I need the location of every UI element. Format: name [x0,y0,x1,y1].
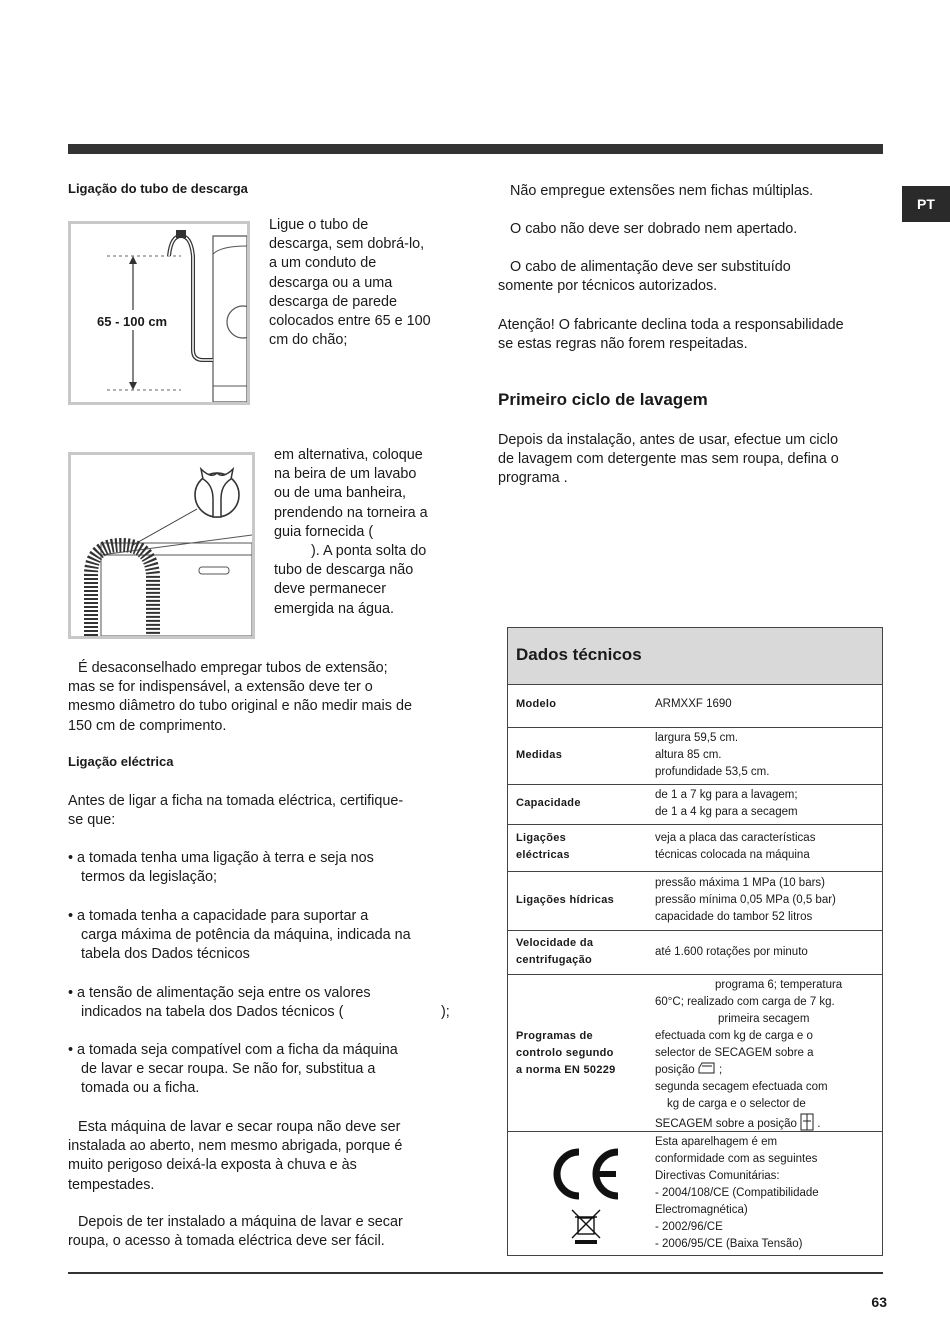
table-row [508,1132,882,1256]
row-value: ARMXXF 1690 [655,698,732,710]
language-tab: PT [902,186,950,222]
text-line: ). A ponta solta do [311,543,427,560]
footer-rule [68,1272,883,1274]
text-line: prendendo na torneira a [274,504,428,521]
value-line: profundidade 53,5 cm. [655,766,770,778]
text-line: Ligue o tubo de [269,217,369,233]
label-line: controlo segundo [516,1047,614,1059]
bullet-2 [68,907,458,965]
ce-weee-marks [546,1144,626,1244]
text-line: É desaconselhado empregar tubos de extensão; [78,660,388,676]
row-label: Medidas [516,749,563,761]
first-cycle-heading: Primeiro ciclo de lavagem [498,390,708,409]
weee-bin-icon [572,1210,600,1244]
row-label [516,1028,616,1079]
bullet-4 [68,1041,458,1099]
bullet-1 [68,849,458,887]
row-label: Capacidade [516,797,581,809]
header-rule [68,144,883,154]
text-line: descarga ou a uma [269,274,393,291]
row-label: Ligações hídricas [516,894,615,906]
drain-height-illustration [71,224,247,402]
text-line: carga máxima de potência da máquina, indicada na [81,927,411,944]
table-row [508,728,882,785]
value-fragment: posição [655,1064,695,1076]
text-line: de lavar e secar roupa. Se não for, substitua a [81,1061,376,1078]
table-row [508,931,882,975]
text-line: de lavagem com detergente mas sem roupa, defina o [498,451,839,468]
fig2-text [274,446,464,619]
warning-2 [498,220,888,239]
text-line: na beira de um lavabo [274,466,417,483]
electric-intro [68,792,458,830]
value-line: efectuada com kg de carga e o [655,1030,813,1042]
text-line: somente por técnicos autorizados. [498,278,718,295]
text-line: muito perigoso deixá-la exposta à chuva e às [68,1157,357,1174]
table-row [508,975,882,1132]
value-line: primeira secagem [718,1013,810,1025]
outdoor-paragraph [68,1118,458,1195]
value-line: - 2006/95/CE (Baixa Tensão) [655,1238,803,1250]
label-line: Ligações [516,832,567,844]
value-line: Directivas Comunitárias: [655,1170,780,1182]
tech-table-title: Dados técnicos [516,645,642,664]
row-value [655,875,875,926]
tech-data-table [507,627,883,1256]
extension-paragraph [68,659,458,736]
measure-label: 65 - 100 cm [97,314,168,329]
text-line: O cabo de alimentação deve ser substituído [510,259,791,275]
text-line: • a tensão de alimentação seja entre os valores [68,985,371,1001]
text-line: Atenção! O fabricante declina toda a responsabilidade [498,317,844,333]
text-fragment: ); [441,1004,450,1021]
text-line: tempestades. [68,1176,155,1193]
text-line: • a tomada tenha a capacidade para suportar a [68,908,369,924]
text-line: emergida na água. [274,600,395,617]
value-line: 60°C; realizado com carga de 7 kg. [655,996,835,1008]
warning-1 [498,182,888,201]
bullet-3 [68,984,458,1022]
value-line: capacidade do tambor 52 litros [655,911,813,923]
text-line: Esta máquina de lavar e secar roupa não deve ser [78,1119,401,1135]
cupboard-dry-icon [800,1113,814,1131]
text-line: instalada ao aberto, nem mesmo abrigada, porque é [68,1138,403,1155]
text-line: a um conduto de [269,255,377,272]
row-value [655,1134,875,1253]
warning-3 [498,258,888,296]
value-line: de 1 a 4 kg para a secagem [655,806,798,818]
text-line: programa . [498,470,568,487]
value-line: Esta aparelhagem é em [655,1136,778,1148]
text-line: descarga de parede [269,293,398,310]
value-line: pressão máxima 1 MPa (10 bars) [655,877,826,889]
tech-table-header [508,628,882,685]
sink-hook-figure [68,452,255,639]
row-value [655,730,875,781]
text-line: mesmo diâmetro do tubo original e não medir mais de [68,698,412,715]
text-line: Depois de ter instalado a máquina de lavar e secar [78,1214,403,1230]
text-line: colocados entre 65 e 100 [269,313,431,330]
label-line: Velocidade da [516,937,594,949]
text-line: ou de uma banheira, [274,485,407,502]
text-line: guia fornecida ( [274,523,374,540]
drain-height-figure [68,221,250,405]
text-line: termos da legislação; [81,869,217,886]
row-label [516,935,593,969]
table-row [508,684,882,728]
text-line: • a tomada tenha uma ligação à terra e seja nos [68,850,374,866]
value-line: - 2002/96/CE [655,1221,723,1233]
value-line: Electromagnética) [655,1204,748,1216]
access-paragraph [68,1213,458,1251]
text-line: se estas regras não forem respeitadas. [498,336,748,353]
value-line: veja a placa das características [655,832,816,844]
table-row [508,825,882,872]
page-number: 63 [871,1294,887,1310]
value-line: - 2004/108/CE (Compatibilidade [655,1187,819,1199]
table-row [508,785,882,825]
ce-mark-icon [546,1144,626,1244]
text-line: Antes de ligar a ficha na tomada eléctrica, certifique- [68,793,404,809]
value-line: programa 6; temperatura [715,979,843,991]
value-line: SECAGEM sobre a posição . [655,1113,875,1133]
value-line: conformidade com as seguintes [655,1153,818,1165]
sink-hook-illustration [71,455,252,636]
value-line: altura 85 cm. [655,749,722,761]
text-line: Não empregue extensões nem fichas múltiplas. [510,183,814,199]
text-line: Depois da instalação, antes de usar, efectue um ciclo [498,432,838,448]
row-value [655,830,875,864]
label-line: centrifugação [516,954,593,966]
text-line: tomada ou a ficha. [81,1080,200,1097]
text-line: O cabo não deve ser dobrado nem apertado. [510,221,798,237]
text-line: cm do chão; [269,332,348,349]
value-line: kg de carga e o selector de [667,1098,806,1110]
value-line: segunda secagem efectuada com [655,1081,828,1093]
value-line: de 1 a 7 kg para a lavagem; [655,789,798,801]
text-line: se que: [68,812,116,829]
warning-4 [498,316,888,354]
value-line: pressão mínima 0,05 MPa (0,5 bar) [655,894,836,906]
first-cycle-paragraph [498,431,888,489]
row-label: Modelo [516,698,557,710]
row-value [655,787,875,821]
text-line: 150 cm de comprimento. [68,717,227,734]
text-line: mas se for indispensável, a extensão deve ter o [68,679,373,696]
text-line: em alternativa, coloque [274,447,423,463]
row-label [516,830,570,864]
text-line: tabela dos Dados técnicos [81,946,250,963]
value-line: selector de SECAGEM sobre a [655,1047,814,1059]
drain-heading: Ligação do tubo de descarga [68,181,248,196]
value-fragment: SECAGEM sobre a posição [655,1118,797,1130]
text-line: roupa, o acesso à tomada eléctrica deve ser fácil. [68,1233,385,1250]
text-line: deve permanecer [274,581,386,598]
label-line: eléctricas [516,849,570,861]
label-line: a norma EN 50229 [516,1064,616,1076]
text-fragment: indicados na tabela dos Dados técnicos ( [81,1004,344,1021]
table-row [508,872,882,931]
dry-position-icon [698,1062,716,1074]
row-value: até 1.600 rotações por minuto [655,946,808,958]
value-line: técnicas colocada na máquina [655,849,810,861]
row-value [655,977,875,1133]
electric-heading: Ligação eléctrica [68,754,174,769]
text-line: • a tomada seja compatível com a ficha da máquina [68,1042,398,1058]
text-line: descarga, sem dobrá-lo, [269,236,425,253]
fig1-text [269,216,459,350]
value-line: largura 59,5 cm. [655,732,739,744]
text-line [68,1003,458,1022]
label-line: Programas de [516,1030,593,1042]
text-line: tubo de descarga não [274,562,414,579]
value-line: posição ; [655,1064,723,1076]
